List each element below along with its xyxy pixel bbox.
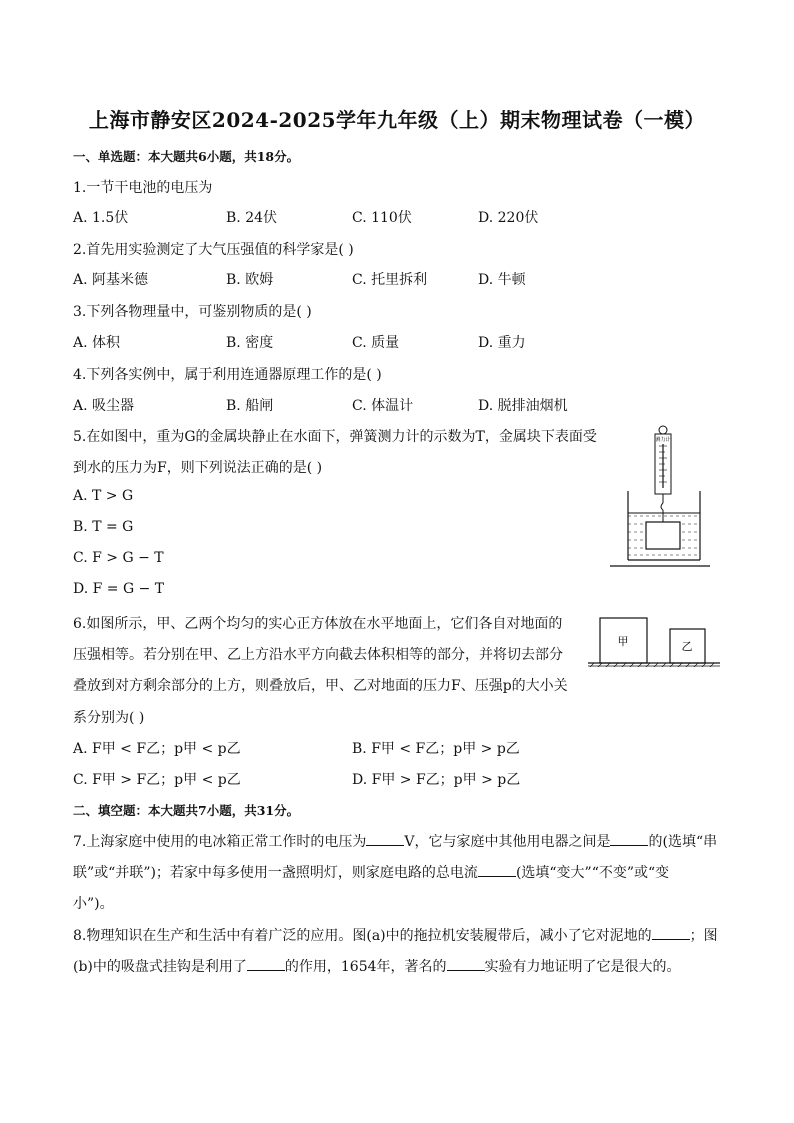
answer-blank[interactable] [447,958,485,971]
question-8-text-3: (b)中的吸盘式挂钩是利用了 [73,959,247,975]
question-1-option-b: B. 24伏 [226,210,278,226]
question-4-option-c: C. 体温计 [352,398,414,414]
question-6-stem-line-4: 系分别为( ) [73,710,145,726]
question-6-option-d: D. F甲 > F乙；p甲 > p乙 [352,772,521,788]
spring-scale-figure [604,424,714,570]
question-8-text-4: 的作用，1654年，著名的 [284,959,447,975]
question-4-option-a: A. 吸尘器 [73,398,135,414]
answer-blank[interactable] [247,958,285,971]
question-5-option-b: B. T = G [73,519,134,535]
question-4-option-d: D. 脱排油烟机 [478,398,568,414]
question-2-option-c: C. 托里拆利 [352,272,428,288]
question-5-option-d: D. F = G − T [73,581,165,597]
question-3-option-c: C. 质量 [352,335,400,351]
scale-label: 测力计 [655,437,671,443]
question-3-stem: 3.下列各物理量中，可鉴别物质的是( ) [73,304,312,320]
question-7-text-2: V，它与家庭中其他用电器之间是 [404,834,611,850]
question-8-line-2 [73,956,681,976]
question-7-line-1 [73,831,717,851]
page-title: 上海市静安区2024-2025学年九年级（上）期末物理试卷（一模） [88,108,706,132]
question-3-option-b: B. 密度 [226,335,274,351]
answer-blank[interactable] [610,833,648,846]
question-1-option-c: C. 110伏 [352,210,412,226]
question-1-option-a: A. 1.5伏 [73,210,129,226]
question-2-option-d: D. 牛顿 [478,272,526,288]
question-3-option-d: D. 重力 [478,335,526,351]
question-5-stem-line-2: 到水的压力为F，则下列说法正确的是( ) [73,460,323,476]
question-7-text-1: 7.上海家庭中使用的电冰箱正常工作时的电压为 [73,834,367,850]
question-8-text-5: 实验有力地证明了它是很大的。 [484,959,681,975]
question-2-option-a: A. 阿基米德 [73,272,149,288]
section-heading-fill-blank: 二、填空题：本大题共7小题，共31分。 [73,803,300,818]
question-6-stem-line-3: 叠放到对方剩余部分的上方，则叠放后，甲、乙对地面的压力F、压强p的大小关 [73,678,568,694]
question-6-stem-line-2: 压强相等。若分别在甲、乙上方沿水平方向截去体积相等的部分，并将切去部分 [73,647,563,663]
question-6-stem-line-1: 6.如图所示，甲、乙两个均匀的实心正方体放在水平地面上，它们各自对地面的 [73,616,563,632]
question-6-option-c: C. F甲 > F乙；p甲 < p乙 [73,772,241,788]
question-7-line-2 [73,862,669,882]
question-5-stem-line-1: 5.在如图中，重为G的金属块静止在水面下，弹簧测力计的示数为T，金属块下表面受 [73,429,597,445]
question-4-stem: 4.下列各实例中，属于利用连通器原理工作的是( ) [73,367,382,383]
question-1-option-d: D. 220伏 [478,210,539,226]
section-heading-single-choice: 一、单选题：本大题共6小题，共18分。 [73,149,300,164]
answer-blank[interactable] [366,833,404,846]
question-2-option-b: B. 欧姆 [226,272,274,288]
question-7-text-4: 联”或“并联”)；若家中每多使用一盏照明灯，则家庭电路的总电流 [73,865,478,881]
cube-jia-label: 甲 [617,635,629,648]
question-8-text-2: ；图 [689,928,718,944]
question-8-text-1: 8.物理知识在生产和生活中有着广泛的应用。图(a)中的拖拉机安装履带后，减小了它对泥地的 [73,928,652,944]
question-8-line-1 [73,925,718,945]
question-1-stem: 1.一节干电池的电压为 [73,180,213,196]
answer-blank[interactable] [478,864,516,877]
cube-yi-label: 乙 [681,640,693,653]
answer-blank[interactable] [652,927,690,940]
question-7-line-3: 小”)。 [73,896,114,912]
question-2-stem: 2.首先用实验测定了大气压强值的科学家是( ) [73,242,354,258]
question-4-option-b: B. 船闸 [226,398,274,414]
question-6-option-b: B. F甲 < F乙；p甲 > p乙 [352,741,520,757]
question-5-option-c: C. F > G − T [73,550,164,566]
question-6-option-a: A. F甲 < F乙；p甲 < p乙 [73,741,241,757]
question-7-text-3: 的(选填“串 [648,834,718,850]
question-5-option-a: A. T > G [73,488,134,504]
question-3-option-a: A. 体积 [73,335,121,351]
metal-block [646,522,680,549]
question-7-text-5: (选填“变大”“不变”或“变 [515,865,670,881]
cubes-figure [584,612,724,672]
